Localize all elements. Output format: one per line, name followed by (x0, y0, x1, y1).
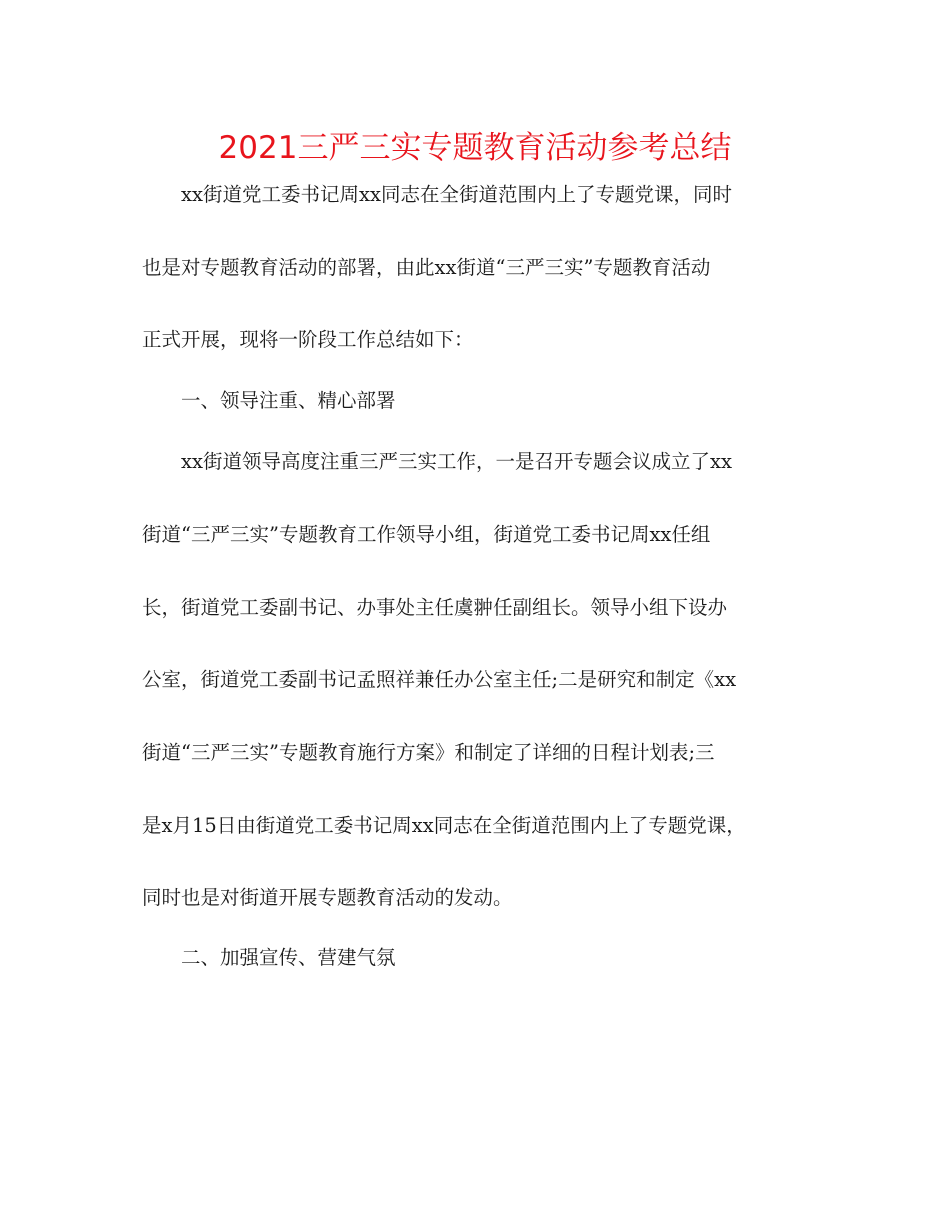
paragraph-line: 公室，街道党工委副书记孟照祥兼任办公室主任;二是研究和制定《xx (142, 668, 737, 691)
document-title: 2021三严三实专题教育活动参考总结 (218, 130, 732, 166)
paragraph-line: xx街道领导高度注重三严三实工作，一是召开专题会议成立了xx (181, 450, 732, 473)
paragraph-line: 正式开展，现将一阶段工作总结如下： (142, 328, 474, 351)
paragraph-line: 是x月15日由街道党工委书记周xx同志在全街道范围内上了专题党课， (142, 814, 746, 837)
paragraph-line: 街道“三严三实”专题教育施行方案》和制定了详细的日程计划表;三 (142, 741, 715, 764)
section-heading: 一、领导注重、精心部署 (181, 389, 396, 412)
section-heading: 二、加强宣传、营建气氛 (181, 946, 396, 969)
paragraph-line: 也是对专题教育活动的部署，由此xx街道“三严三实”专题教育活动 (142, 256, 711, 279)
paragraph-line: xx街道党工委书记周xx同志在全街道范围内上了专题党课，同时 (181, 183, 732, 206)
paragraph-line: 同时也是对街道开展专题教育活动的发动。 (142, 886, 513, 909)
paragraph-line: 长，街道党工委副书记、办事处主任虞翀任副组长。领导小组下设办 (142, 596, 728, 619)
paragraph-line: 街道“三严三实”专题教育工作领导小组，街道党工委书记周xx任组 (142, 523, 711, 546)
